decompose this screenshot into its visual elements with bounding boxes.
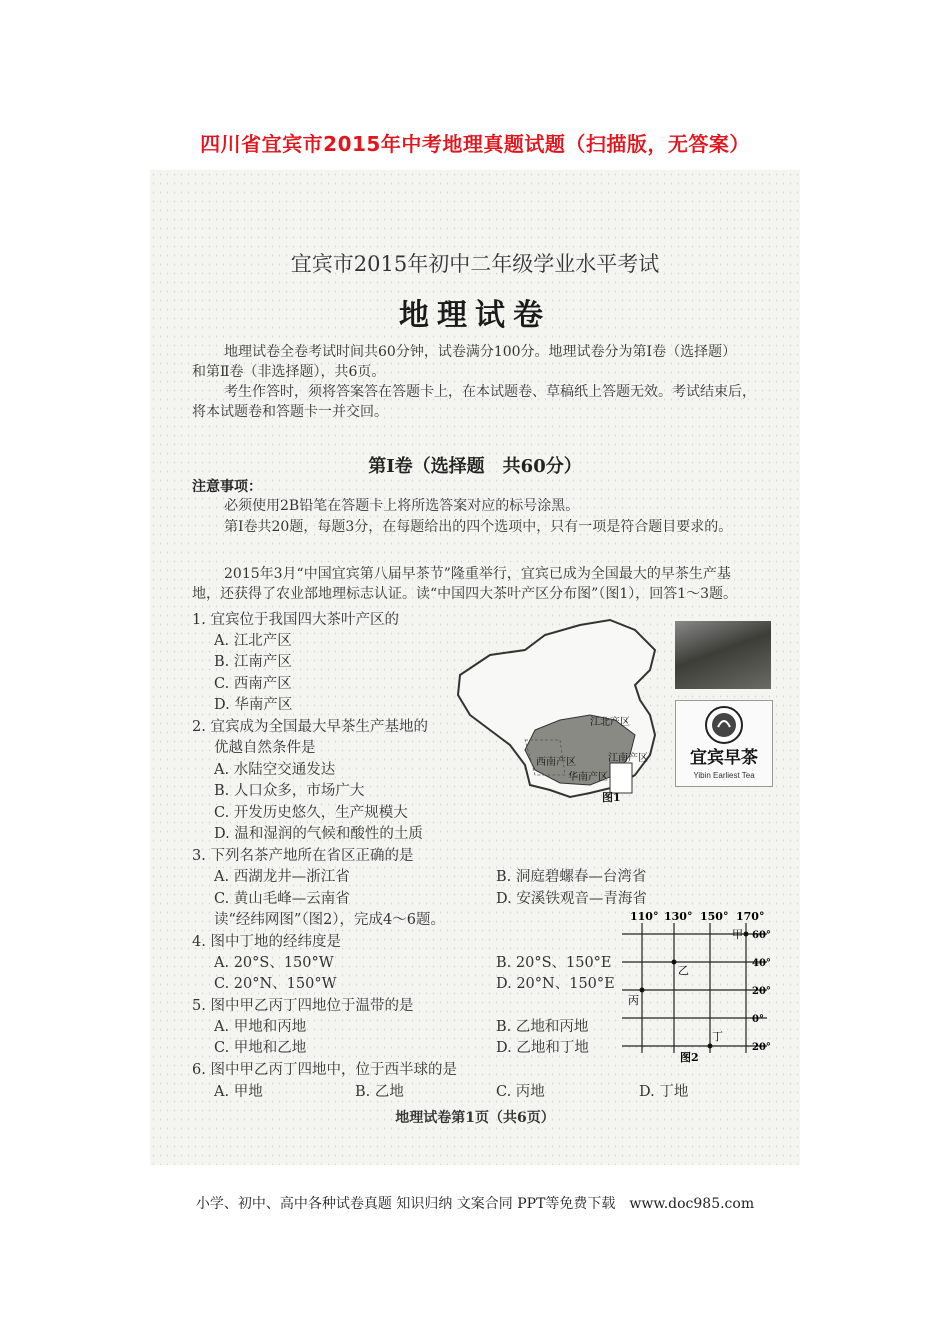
lon-label: 130° <box>664 910 693 923</box>
option: A. 水陆空交通发达 <box>214 762 336 778</box>
grid-point-label: 丙 <box>628 994 639 1007</box>
reading-instruction: 读“经纬网图”（图2），完成4～6题。 <box>214 912 446 928</box>
question-6-stem: 6. 图中甲乙丙丁四地中，位于西半球的是 <box>192 1062 457 1078</box>
grid-point <box>640 988 645 993</box>
option: D. 安溪铁观音—青海省 <box>496 891 647 907</box>
notes-label: 注意事项： <box>192 479 262 495</box>
lat-label: 60° <box>752 930 771 941</box>
lat-label: 40° <box>752 958 771 969</box>
grid-point <box>744 932 749 937</box>
question-4-stem: 4. 图中丁地的经纬度是 <box>192 934 341 950</box>
grid-point-label: 甲 <box>732 928 743 941</box>
subject-title: 地理试卷 <box>399 298 551 333</box>
option: B. 乙地 <box>355 1084 404 1100</box>
intro-line: 和第Ⅱ卷（非选择题），共6页。 <box>192 364 386 380</box>
option: D. 温和湿润的气候和酸性的土质 <box>214 826 423 842</box>
map-label: 江北产区 <box>590 717 630 728</box>
option: C. 甲地和乙地 <box>214 1040 307 1056</box>
option: A. 西湖龙井—浙江省 <box>214 869 350 885</box>
question-2-stem: 优越自然条件是 <box>214 740 316 756</box>
map-label: 西南产区 <box>536 757 576 768</box>
lat-long-grid <box>612 908 792 1063</box>
lon-label: 150° <box>700 910 729 923</box>
lon-label: 170° <box>736 910 765 923</box>
option: D. 华南产区 <box>214 697 293 713</box>
exam-title: 宜宾市2015年初中二年级学业水平考试 <box>290 252 660 276</box>
page-footer: 地理试卷第1页（共6页） <box>395 1110 555 1126</box>
option: A. 20°S、150°W <box>214 955 334 971</box>
passage-line: 地，还获得了农业部地理标志认证。读“中国四大茶叶产区分布图”（图1），回答1～3题。 <box>192 586 738 602</box>
grid-point-label: 丁 <box>712 1030 723 1043</box>
intro-line: 将本试题卷和答题卡一并交回。 <box>192 404 388 420</box>
intro-line: 地理试卷全卷考试时间共60分钟，试卷满分100分。地理试卷分为第Ⅰ卷（选择题） <box>224 344 737 360</box>
logo-brand-en: Yibin Earliest Tea <box>693 771 755 780</box>
question-5-stem: 5. 图中甲乙丙丁四地位于温带的是 <box>192 998 414 1014</box>
option: C. 丙地 <box>496 1084 545 1100</box>
option: A. 甲地 <box>214 1084 263 1100</box>
option: A. 甲地和丙地 <box>214 1019 307 1035</box>
option: A. 江北产区 <box>214 633 292 649</box>
note-line: 第Ⅰ卷共20题，每题3分，在每题给出的四个选项中，只有一项是符合题目要求的。 <box>224 519 733 535</box>
note-line: 必须使用2B铅笔在答题卡上将所选答案对应的标号涂黑。 <box>224 498 580 514</box>
option: B. 20°S、150°E <box>496 955 612 971</box>
question-1-stem: 1. 宜宾位于我国四大茶叶产区的 <box>192 612 399 628</box>
grid-point <box>708 1044 713 1049</box>
document-title: 四川省宜宾市2015年中考地理真题试题（扫描版，无答案） <box>200 132 750 156</box>
map-label: 华南产区 <box>568 772 608 783</box>
option: C. 西南产区 <box>214 676 292 692</box>
tea-emblem-icon <box>676 701 772 786</box>
question-3-stem: 3. 下列名茶产地所在省区正确的是 <box>192 848 414 864</box>
option: B. 人口众多，市场广大 <box>214 783 365 799</box>
yibin-tea-logo <box>675 700 773 787</box>
grid-point-label: 乙 <box>678 964 689 977</box>
figure-2-caption: 图2 <box>680 1051 699 1063</box>
option: D. 20°N、150°E <box>496 976 615 992</box>
logo-brand: 宜宾早茶 <box>690 748 758 768</box>
intro-line: 考生作答时，须将答案答在答题卡上，在本试题卷、草稿纸上答题无效。考试结束后， <box>224 384 756 400</box>
scanned-exam-page <box>150 170 800 1165</box>
tea-field-photo <box>675 621 771 689</box>
map-label: 江南产区 <box>608 753 648 764</box>
option: D. 乙地和丁地 <box>496 1040 589 1056</box>
figure-1-caption: 图1 <box>602 791 621 804</box>
option: C. 20°N、150°W <box>214 976 337 992</box>
option: B. 洞庭碧螺春—台湾省 <box>496 869 647 885</box>
option: B. 江南产区 <box>214 654 292 670</box>
question-2-stem: 2. 宜宾成为全国最大早茶生产基地的 <box>192 719 428 735</box>
passage-line: 2015年3月“中国宜宾第八届早茶节”隆重举行，宜宾已成为全国最大的早茶生产基 <box>224 566 731 582</box>
china-tea-region-map <box>450 615 670 805</box>
option: C. 黄山毛峰—云南省 <box>214 891 350 907</box>
lon-label: 110° <box>630 910 659 923</box>
lat-label: 20° <box>752 986 771 997</box>
option: C. 开发历史悠久，生产规模大 <box>214 805 408 821</box>
grid-point <box>672 960 677 965</box>
section-title: 第Ⅰ卷（选择题 共60分） <box>368 456 582 477</box>
option: D. 丁地 <box>639 1084 689 1100</box>
option: B. 乙地和丙地 <box>496 1019 589 1035</box>
site-footer: 小学、初中、高中各种试卷真题 知识归纳 文案合同 PPT等免费下载 www.doc985.com <box>195 1196 755 1212</box>
lat-label: 20° <box>752 1042 771 1053</box>
lat-label: 0° <box>752 1014 764 1025</box>
